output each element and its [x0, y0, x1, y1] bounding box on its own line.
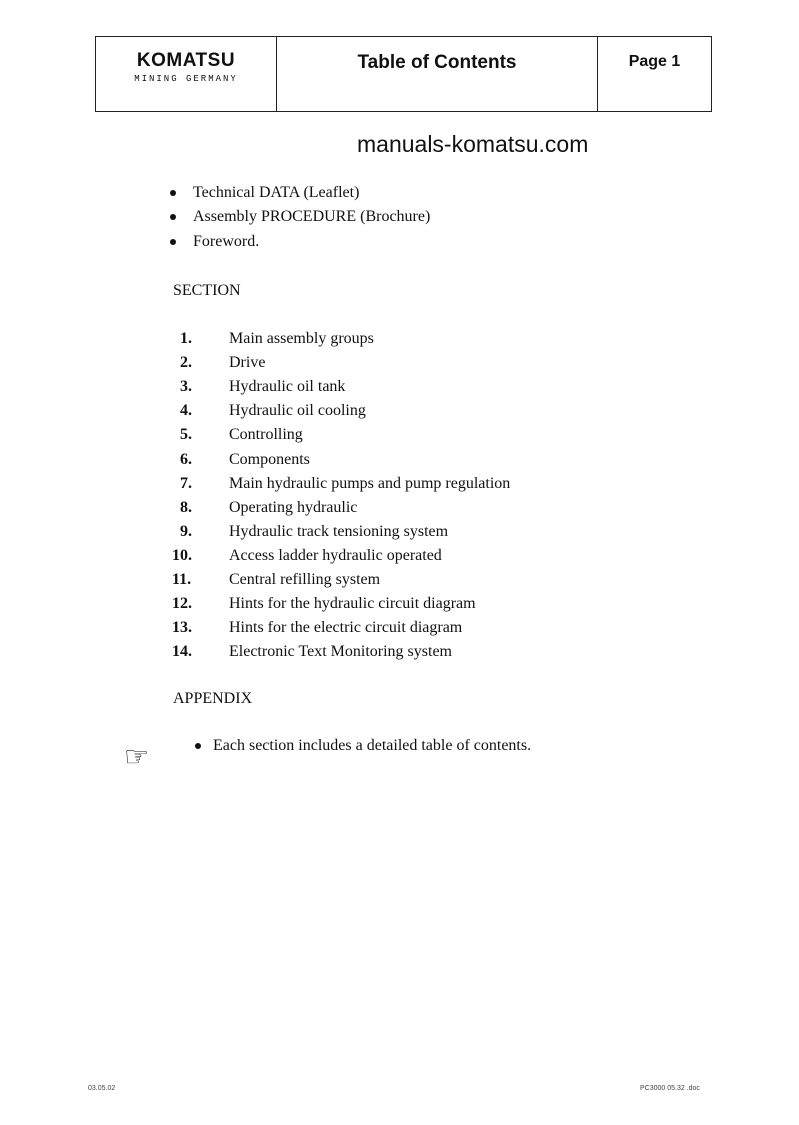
section-item [172, 474, 511, 493]
section-number: 10. [172, 546, 192, 564]
section-title: Controlling [229, 426, 303, 444]
section-number: 3. [180, 378, 192, 396]
section-number: 11. [172, 571, 192, 588]
intro-item-label: Assembly PROCEDURE (Brochure) [193, 208, 431, 225]
section-title: Hydraulic track tensioning system [229, 522, 449, 540]
section-number: 9. [180, 522, 192, 540]
intro-item-label: Technical DATA (Leaflet) [193, 184, 360, 201]
bullet-icon [170, 214, 176, 220]
section-item [172, 354, 266, 372]
appendix-heading: APPENDIX [173, 690, 253, 707]
section-number: 13. [172, 619, 192, 637]
section-item [172, 595, 476, 613]
section-title: Central refilling system [229, 571, 381, 588]
section-title: Electronic Text Monitoring system [229, 643, 452, 661]
note [195, 737, 531, 755]
intro-item [170, 184, 359, 202]
komatsu-logo: KOMATSU [136, 50, 236, 71]
section-number: 12. [172, 595, 192, 613]
section-title: Main hydraulic pumps and pump regulation [229, 474, 511, 492]
intro-item [170, 233, 259, 251]
section-title: Operating hydraulic [229, 498, 358, 516]
bullet-icon [170, 190, 176, 196]
section-item [172, 546, 442, 565]
section-number: 5. [180, 426, 192, 444]
pointing-hand-icon: ☞ [124, 742, 150, 773]
section-number: 14. [172, 643, 192, 661]
section-title: Components [229, 450, 310, 468]
footer-date: 03.05.02 [88, 1085, 116, 1092]
section-item [172, 450, 310, 469]
section-number: 1. [180, 330, 192, 347]
section-title: Hydraulic oil cooling [229, 402, 366, 420]
section-title: Hints for the electric circuit diagram [229, 619, 463, 637]
section-item [172, 426, 303, 444]
footer-filename: PC3000 05.32 .doc [640, 1085, 700, 1092]
section-title: Main assembly groups [229, 330, 374, 347]
section-item [172, 522, 449, 541]
section-number: 7. [180, 474, 192, 492]
section-item [172, 643, 452, 661]
section-item [172, 330, 374, 348]
logo-subtitle: MINING GERMANY [134, 74, 238, 84]
section-title: Access ladder hydraulic operated [229, 546, 442, 564]
section-title: Hints for the hydraulic circuit diagram [229, 595, 476, 613]
header-table [95, 36, 712, 112]
note-text: Each section includes a detailed table of contents. [213, 737, 532, 754]
page-number: Page 1 [628, 53, 681, 70]
section-item [172, 378, 346, 396]
section-item [172, 402, 366, 420]
bullet-icon [195, 743, 201, 749]
intro-item-label: Foreword. [193, 233, 260, 250]
document-title: Table of Contents [277, 37, 598, 111]
section-item [172, 498, 358, 517]
bullet-icon [170, 239, 176, 245]
section-number: 4. [180, 402, 192, 420]
section-title: Hydraulic oil tank [229, 378, 346, 396]
section-item [172, 571, 381, 589]
section-title: Drive [229, 354, 266, 372]
section-item [172, 619, 463, 637]
section-heading: SECTION [173, 282, 241, 299]
section-number: 8. [180, 498, 192, 516]
intro-item [170, 208, 430, 226]
section-number: 2. [180, 354, 192, 372]
section-number: 6. [180, 450, 192, 468]
logo-cell [96, 37, 277, 111]
watermark-link[interactable]: manuals-komatsu.com [357, 131, 589, 157]
